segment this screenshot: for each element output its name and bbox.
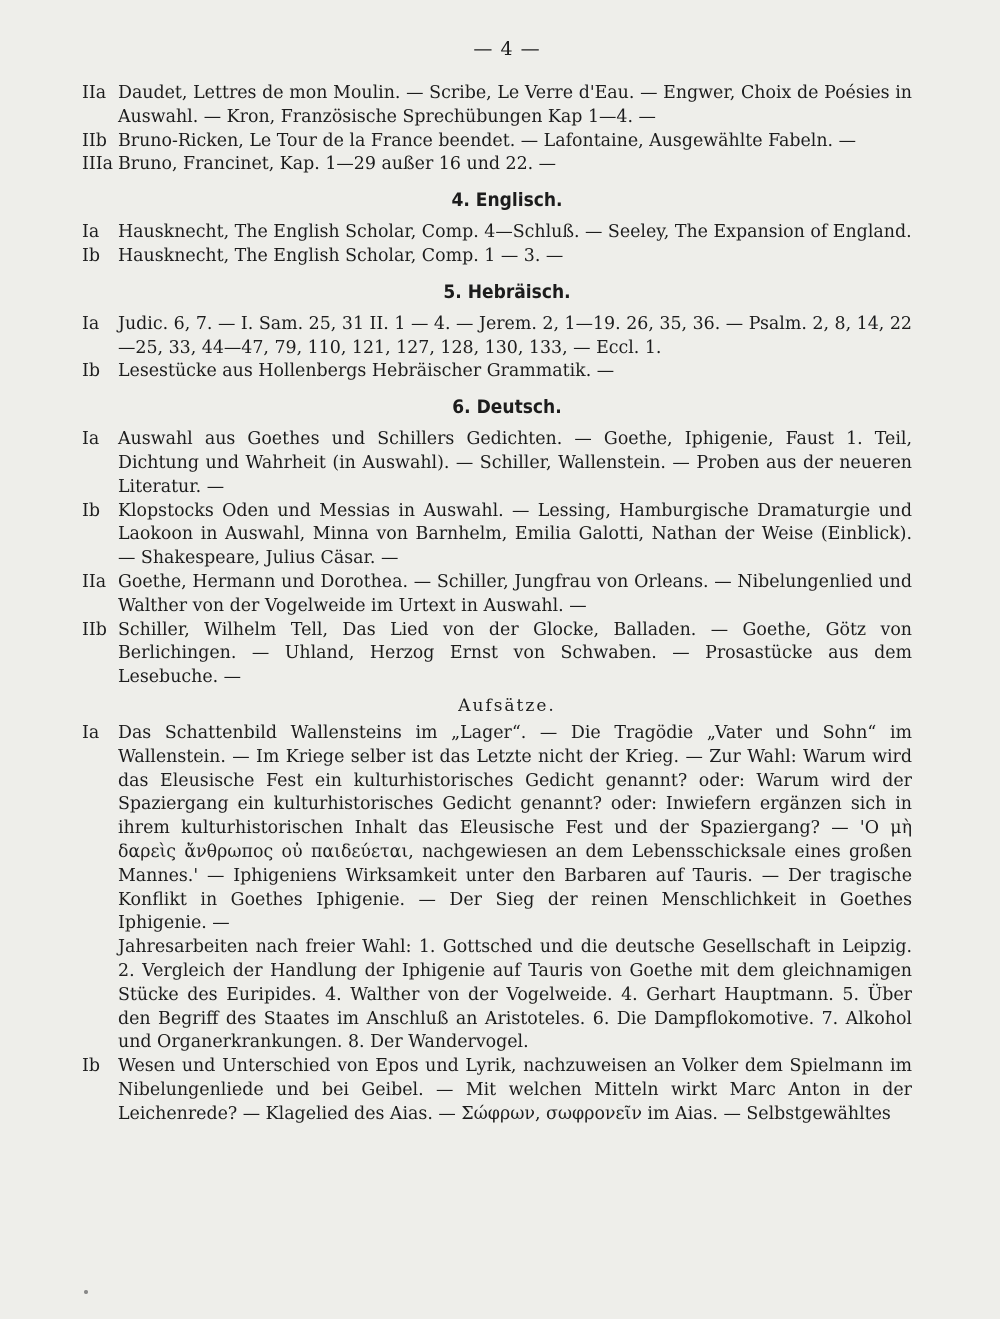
entry-text: Hausknecht, The English Scholar, Comp. 1 — 3. — — [118, 245, 564, 266]
class-label: Ia — [82, 313, 100, 334]
german-section — [82, 428, 912, 690]
class-label: Ib — [82, 500, 101, 521]
class-label: IIIa — [82, 154, 113, 175]
class-label: Ib — [82, 361, 101, 382]
german-entry-iia — [82, 571, 912, 619]
entry-text: Das Schattenbild Wallensteins im „Lager“. — Die Tragödie „Vater und Sohn“ im Wallenstein. — Im Kriege selber ist das Letzte nicht der Krieg. — Zur Wahl: Warum wird das Eleusische Fest ein kulturhistorisches Gedicht genannt? oder: Warum wird der Spaziergang ein kulturhistorisches Gedicht genannt? oder: Inwiefern ergänzen sich in ihrem kulturhistorischen Inhalt das Eleusische Fest und der Spaziergang? — 'O μὴ δαρεὶς ἄνθρωπος οὐ παιδεύεται, nachgewiesen an dem Lebensschicksale eines großen Mannes.' — Iphigeniens Wirksamkeit unter den Barbaren auf Tauris. — Der tragische Konflikt in Goethes Iphigenie. — Der Sieg der reinen Menschlichkeit in Goethes Iphigenie. — — [118, 722, 912, 934]
essays-heading: Aufsätze. — [458, 695, 556, 716]
class-label: Ib — [82, 1056, 101, 1077]
german-entry-ia — [82, 428, 912, 499]
english-entry-ib — [82, 245, 912, 269]
paper-speck — [84, 1290, 88, 1294]
class-label: IIb — [82, 619, 107, 640]
french-entry-iib — [82, 130, 912, 154]
entry-text: Auswahl aus Goethes und Schillers Gedichten. — Goethe, Iphigenie, Faust 1. Teil, Dichtung und Wahrheit (in Auswahl). — Schiller, Wallenstein. — Proben aus der neueren Literatur. — — [118, 429, 912, 497]
entry-text: Judic. 6, 7. — I. Sam. 25, 31 II. 1 — 4. — Jerem. 2, 1—19. 26, 35, 36. — Psalm. 2, 8, 14, 22—25, 33, 44—47, 79, 110, 121, 127, 128, 130, 133, — Eccl. 1. — [118, 313, 912, 358]
hebrew-entry-ib — [82, 360, 912, 384]
english-entry-ia — [82, 221, 912, 245]
english-heading: 4. Englisch. — [451, 189, 563, 212]
class-label: Ia — [82, 429, 100, 450]
german-heading: 6. Deutsch. — [452, 396, 562, 419]
french-section — [82, 82, 912, 177]
class-label: IIa — [82, 571, 107, 592]
hebrew-section — [82, 313, 912, 384]
class-label: IIa — [82, 83, 107, 103]
essays-entry-ib — [82, 1055, 912, 1126]
class-label: IIb — [82, 130, 107, 151]
entry-text: Bruno, Francinet, Kap. 1—29 außer 16 und 22. — — [118, 154, 557, 175]
french-entry-iia — [82, 82, 912, 130]
entry-text: Bruno-Ricken, Le Tour de la France beendet. — Lafontaine, Ausgewählte Fabeln. — — [118, 130, 856, 151]
english-section — [82, 221, 912, 269]
entry-text: Lesestücke aus Hollenbergs Hebräischer Grammatik. — — [118, 361, 615, 382]
german-entry-ib — [82, 500, 912, 571]
entry-text: Klopstocks Oden und Messias in Auswahl. — Lessing, Hamburgische Dramaturgie und Laokoon in Auswahl, Minna von Barnhelm, Emilia Galotti, Nathan der Weise (Einblick). — Shakespeare, Julius Cäsar. — — [118, 500, 912, 569]
hebrew-entry-ia — [82, 313, 912, 361]
entry-text: Hausknecht, The English Scholar, Comp. 4—Schluß. — Seeley, The Expansion of England. — [118, 222, 912, 243]
entry-text: Wesen und Unterschied von Epos und Lyrik, nachzuweisen an Volker dem Spielmann im Nibelungenliede und bei Geibel. — Mit welchen Mitteln wirkt Marc Anton in der Leichenrede? — Klagelied des Aias. — Σώφρων, σωφρονεῖν im Aias. — Selbstgewähltes — [118, 1056, 912, 1124]
class-label: Ia — [82, 722, 100, 743]
hebrew-heading: 5. Hebräisch. — [443, 280, 571, 303]
essays-section — [82, 722, 912, 1127]
annual-works-paragraph: Jahresarbeiten nach freier Wahl: 1. Gottsched und die deutsche Gesellschaft in Leipzig. 2. Vergleich der Handlung der Iphigenie auf Tauris von Goethe mit dem gleichnamigen Stücke des Euripides. 4. Walther von der Vogelweide. 4. Gerhart Hauptmann. 5. Über den Begriff des Staates im Anschluß an Aristoteles. 6. Die Dampflokomotive. 7. Alkohol und Organerkrankungen. 8. Der Wandervogel. — [118, 937, 912, 1053]
entry-text: Goethe, Hermann und Dorothea. — Schiller, Jungfrau von Orleans. — Nibelungenlied und Walther von der Vogelweide im Urtext in Auswahl. — — [118, 571, 912, 616]
german-entry-iib — [82, 619, 912, 690]
entry-text: Schiller, Wilhelm Tell, Das Lied von der Glocke, Balladen. — Goethe, Götz von Berlichingen. — Uhland, Herzog Ernst von Schwaben. — Prosastücke aus dem Lesebuche. — — [118, 619, 912, 688]
class-label: Ib — [82, 245, 101, 266]
french-entry-iiia — [82, 153, 912, 177]
entry-text: Daudet, Lettres de mon Moulin. — Scribe, Le Verre d'Eau. — Engwer, Choix de Poésies in Auswahl. — Kron, Französische Sprechübungen Kap 1—4. — — [118, 83, 912, 127]
essays-entry-ia — [82, 722, 912, 936]
class-label: Ia — [82, 222, 100, 243]
page-number: — 4 — — [473, 38, 541, 60]
